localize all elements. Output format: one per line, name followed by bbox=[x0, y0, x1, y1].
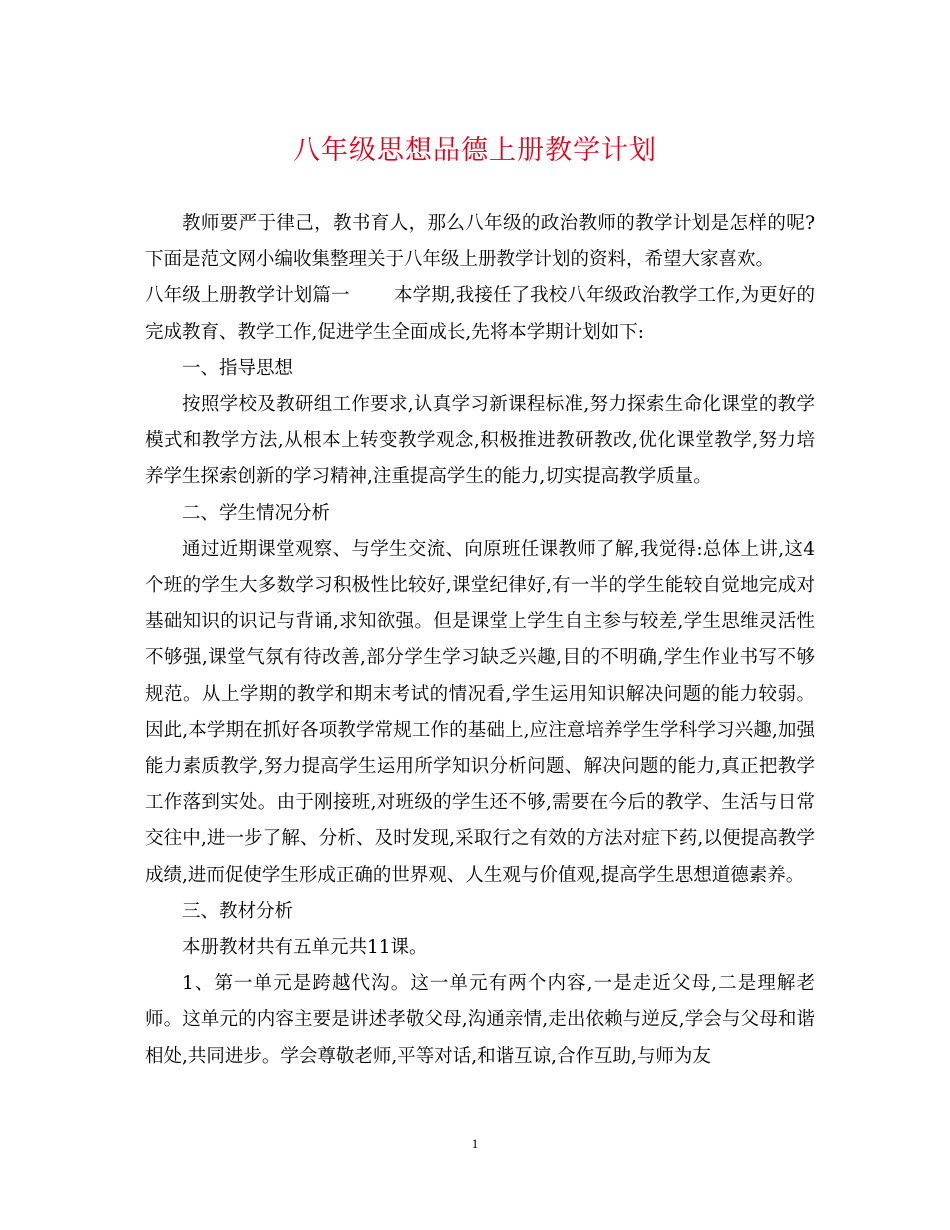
section-1-heading: 一、指导思想 bbox=[182, 357, 294, 379]
section-3-heading: 三、教材分析 bbox=[182, 900, 294, 922]
page-title: 八年级思想品德上册教学计划 bbox=[293, 135, 657, 166]
section-1-body: 按照学校及教研组工作要求,认真学习新课程标准,努力探索生命化课堂的教学模式和教学方法,从根本上转变教学观念,积极推进教研教改,优化课堂教学,努力培养学生探索创新的学习精神,注重提高学生的能力,切实提高教学质量。 bbox=[145, 394, 815, 488]
part-paragraph bbox=[145, 278, 815, 350]
section-3-item-1: 1、第一单元是跨越代沟。这一单元有两个内容,一是走近父母,二是理解老师。这单元的内容主要是讲述孝敬父母,沟通亲情,走出依赖与逆反,学会与父母和谐相处,共同进步。学会尊敬老师,平等对话,和谐互谅,合作互助,与师为友 bbox=[145, 973, 815, 1067]
part-heading: 八年级上册教学计划篇一 bbox=[145, 285, 350, 307]
section-2-body: 通过近期课堂观察、与学生交流、向原班任课教师了解,我觉得:总体上讲,这4个班的学生大多数学习积极性比较好,课堂纪律好,有一半的学生能较自觉地完成对基础知识的识记与背诵,求知欲强。但是课堂上学生自主参与较差,学生思维灵活性不够强,课堂气氛有待改善,部分学生学习缺乏兴趣,目的不明确,学生作业书写不够规范。从上学期的教学和期末考试的情况看,学生运用知识解决问题的能力较弱。因此,本学期在抓好各项教学常规工作的基础上,应注意培养学生学科学习兴趣,加强能力素质教学,努力提高学生运用所学知识分析问题、解决问题的能力,真正把教学工作落到实处。由于刚接班,对班级的学生还不够,需要在今后的教学、生活与日常交往中,进一步了解、分析、及时发现,采取行之有效的方法对症下药,以便提高教学成绩,进而促使学生形成正确的世界观、人生观与价值观,提高学生思想道德素养。 bbox=[145, 538, 815, 886]
section-2-heading: 二、学生情况分析 bbox=[182, 502, 331, 524]
document-body bbox=[145, 206, 815, 1075]
section-3-intro: 本册教材共有五单元共11课。 bbox=[182, 937, 428, 959]
intro-paragraph: 教师要严于律己，教书育人，那么八年级的政治教师的教学计划是怎样的呢?下面是范文网小编收集整理关于八年级上册教学计划的资料，希望大家喜欢。 bbox=[145, 213, 815, 271]
part-intro: 本学期,我接任了我校八年级政治教学工作,为更好的完成教育、教学工作,促进学生全面成长,先将本学期计划如下: bbox=[145, 285, 815, 343]
page-number: 1 bbox=[471, 1136, 479, 1151]
